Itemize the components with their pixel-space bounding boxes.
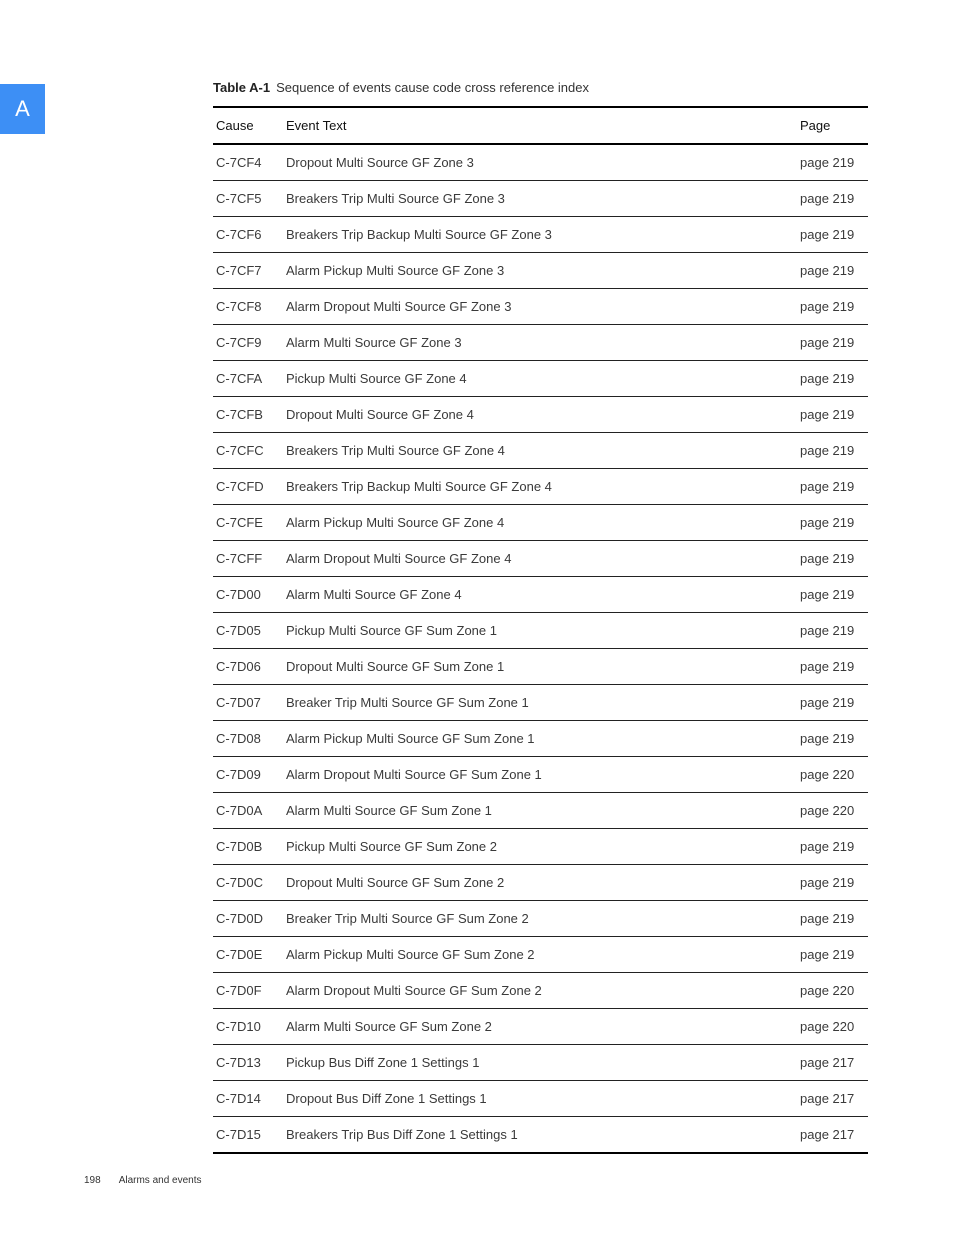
appendix-tab [0,84,45,134]
cause-cell: C-7D07 [213,685,283,721]
page-ref-cell: page 219 [797,937,868,973]
table-caption [213,80,589,95]
cause-cell: C-7D0C [213,865,283,901]
cause-cell: C-7CFC [213,433,283,469]
event-text-cell: Alarm Multi Source GF Sum Zone 2 [283,1009,797,1045]
page-ref-cell: page 219 [797,865,868,901]
page-footer [84,1175,202,1186]
event-text-cell: Alarm Multi Source GF Zone 3 [283,325,797,361]
header-event-text: Event Text [283,107,797,144]
table-row [213,757,868,793]
event-text-cell: Dropout Multi Source GF Sum Zone 1 [283,649,797,685]
event-text-cell: Alarm Pickup Multi Source GF Sum Zone 1 [283,721,797,757]
page-ref-cell: page 219 [797,649,868,685]
cause-cell: C-7CF8 [213,289,283,325]
cause-code-table [213,106,868,1154]
event-text-cell: Alarm Dropout Multi Source GF Sum Zone 1 [283,757,797,793]
cause-cell: C-7CFD [213,469,283,505]
page-ref-cell: page 219 [797,541,868,577]
table-row [213,144,868,181]
page-ref-cell: page 219 [797,433,868,469]
event-text-cell: Alarm Pickup Multi Source GF Zone 4 [283,505,797,541]
page-ref-cell: page 219 [797,144,868,181]
table-row [213,937,868,973]
cause-cell: C-7CF4 [213,144,283,181]
event-text-cell: Breakers Trip Backup Multi Source GF Zone 3 [283,217,797,253]
table-row [213,361,868,397]
page-ref-cell: page 219 [797,253,868,289]
cause-cell: C-7D05 [213,613,283,649]
cause-cell: C-7CFE [213,505,283,541]
table-body [213,144,868,1153]
cause-cell: C-7CF5 [213,181,283,217]
table-row [213,325,868,361]
page-ref-cell: page 219 [797,397,868,433]
cause-cell: C-7D14 [213,1081,283,1117]
event-text-cell: Alarm Dropout Multi Source GF Zone 4 [283,541,797,577]
page-ref-cell: page 217 [797,1045,868,1081]
event-text-cell: Breakers Trip Backup Multi Source GF Zone 4 [283,469,797,505]
event-text-cell: Alarm Dropout Multi Source GF Zone 3 [283,289,797,325]
page-ref-cell: page 219 [797,505,868,541]
page-ref-cell: page 220 [797,973,868,1009]
cause-cell: C-7D13 [213,1045,283,1081]
page-ref-cell: page 220 [797,793,868,829]
cause-cell: C-7CF6 [213,217,283,253]
footer-page-number: 198 [84,1175,101,1186]
page-ref-cell: page 219 [797,721,868,757]
cause-cell: C-7D15 [213,1117,283,1154]
event-text-cell: Breakers Trip Multi Source GF Zone 3 [283,181,797,217]
cause-cell: C-7D0A [213,793,283,829]
event-text-cell: Breakers Trip Multi Source GF Zone 4 [283,433,797,469]
event-text-cell: Dropout Multi Source GF Zone 3 [283,144,797,181]
header-cause: Cause [213,107,283,144]
cause-cell: C-7D08 [213,721,283,757]
event-text-cell: Alarm Multi Source GF Zone 4 [283,577,797,613]
table-row [213,973,868,1009]
event-text-cell: Alarm Dropout Multi Source GF Sum Zone 2 [283,973,797,1009]
table-row [213,865,868,901]
cause-cell: C-7CF7 [213,253,283,289]
cause-cell: C-7D0F [213,973,283,1009]
table-row [213,793,868,829]
table-row [213,289,868,325]
table-row [213,469,868,505]
table-row [213,397,868,433]
cause-cell: C-7D00 [213,577,283,613]
table-row [213,1009,868,1045]
table-row [213,433,868,469]
table-row [213,613,868,649]
page-ref-cell: page 217 [797,1081,868,1117]
event-text-cell: Pickup Multi Source GF Zone 4 [283,361,797,397]
page-ref-cell: page 219 [797,613,868,649]
event-text-cell: Breaker Trip Multi Source GF Sum Zone 2 [283,901,797,937]
table-row [213,901,868,937]
page-ref-cell: page 219 [797,217,868,253]
table-row [213,1081,868,1117]
table-row [213,829,868,865]
cause-cell: C-7CFA [213,361,283,397]
event-text-cell: Breaker Trip Multi Source GF Sum Zone 1 [283,685,797,721]
cause-cell: C-7CF9 [213,325,283,361]
cause-cell: C-7D0B [213,829,283,865]
table-row [213,721,868,757]
page-ref-cell: page 219 [797,181,868,217]
table-caption-label: Table A-1 [213,80,271,95]
table-row [213,577,868,613]
page-ref-cell: page 219 [797,901,868,937]
event-text-cell: Alarm Multi Source GF Sum Zone 1 [283,793,797,829]
page-ref-cell: page 220 [797,757,868,793]
cause-cell: C-7CFF [213,541,283,577]
table-row [213,649,868,685]
table-row [213,541,868,577]
page-ref-cell: page 219 [797,289,868,325]
appendix-tab-letter: A [15,96,30,121]
event-text-cell: Pickup Bus Diff Zone 1 Settings 1 [283,1045,797,1081]
table-header-row [213,107,868,144]
page-ref-cell: page 219 [797,325,868,361]
table-caption-text: Sequence of events cause code cross reference index [276,80,589,95]
event-text-cell: Pickup Multi Source GF Sum Zone 1 [283,613,797,649]
event-text-cell: Pickup Multi Source GF Sum Zone 2 [283,829,797,865]
table-row [213,505,868,541]
event-text-cell: Alarm Pickup Multi Source GF Zone 3 [283,253,797,289]
cause-cell: C-7D10 [213,1009,283,1045]
page-ref-cell: page 219 [797,685,868,721]
table-row [213,1045,868,1081]
table-row [213,253,868,289]
event-text-cell: Breakers Trip Bus Diff Zone 1 Settings 1 [283,1117,797,1154]
cause-cell: C-7CFB [213,397,283,433]
table-row [213,1117,868,1154]
event-text-cell: Alarm Pickup Multi Source GF Sum Zone 2 [283,937,797,973]
cause-cell: C-7D09 [213,757,283,793]
page-ref-cell: page 220 [797,1009,868,1045]
footer-section-title: Alarms and events [118,1175,202,1186]
table-row [213,217,868,253]
page-ref-cell: page 219 [797,361,868,397]
table-row [213,685,868,721]
cause-cell: C-7D0D [213,901,283,937]
table-row [213,181,868,217]
cause-cell: C-7D0E [213,937,283,973]
header-page: Page [797,107,868,144]
page-ref-cell: page 219 [797,577,868,613]
page-ref-cell: page 219 [797,469,868,505]
event-text-cell: Dropout Multi Source GF Zone 4 [283,397,797,433]
page-ref-cell: page 219 [797,829,868,865]
event-text-cell: Dropout Multi Source GF Sum Zone 2 [283,865,797,901]
event-text-cell: Dropout Bus Diff Zone 1 Settings 1 [283,1081,797,1117]
cause-cell: C-7D06 [213,649,283,685]
page-ref-cell: page 217 [797,1117,868,1154]
